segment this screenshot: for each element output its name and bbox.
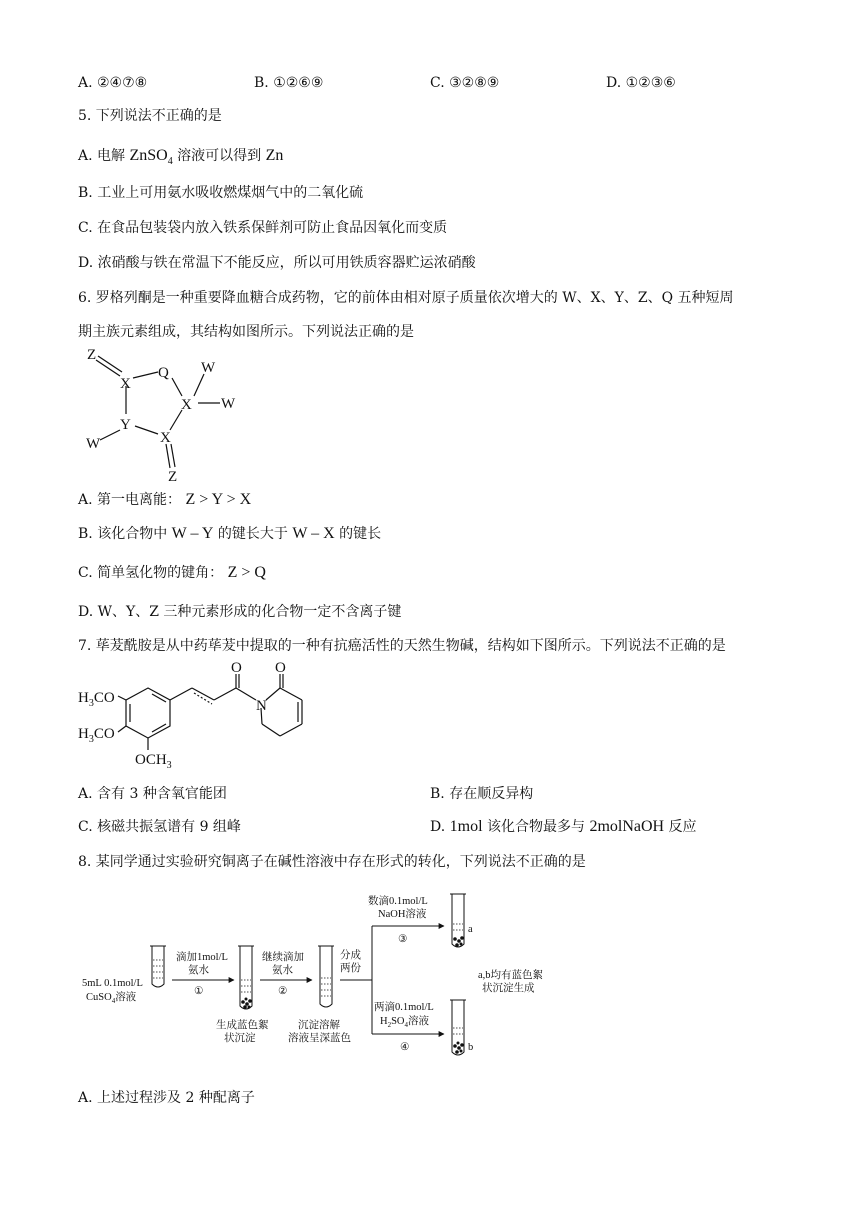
q5-stem: 5. 下列说法不正确的是 <box>78 108 222 124</box>
q6-c-prefix: C. 简单氢化物的键角： <box>78 565 224 581</box>
q7-option-a: A. 含有 3 种含氧官能团 <box>78 786 227 802</box>
q6-a-math: Z > Y > X <box>185 491 252 508</box>
q5-option-b: B. 工业上可用氨水吸收燃煤烟气中的二氧化硫 <box>78 185 364 201</box>
q8-start-formula-main: CuSO <box>86 992 112 1003</box>
q6-atom-q: Q <box>158 365 169 381</box>
q8-start-formula-end: 溶液 <box>115 992 137 1003</box>
q7-d-mid: 该化合物最多与 <box>486 819 585 835</box>
q8-observation1-line1: 生成蓝色絮 <box>216 1020 269 1031</box>
q6-b-math2: W – X <box>292 525 335 542</box>
q8-start-line1: 5mL 0.1mol/L <box>82 978 143 989</box>
q8-observation2-line2: 溶液呈深蓝色 <box>288 1033 351 1044</box>
q7-atom-n: N <box>256 698 267 714</box>
q8-stem: 8. 某同学通过实验研究铜离子在碱性溶液中存在形式的转化，下列说法不正确的是 <box>78 854 586 870</box>
q7-option-b: B. 存在顺反异构 <box>430 786 534 802</box>
q6-b-math1: W – Y <box>171 525 214 542</box>
q6-atom-x1: X <box>120 376 131 392</box>
q8-step4-formula-h: H <box>380 1016 388 1027</box>
q8-step3-number: ③ <box>398 934 408 945</box>
q8-step2-line2: 氨水 <box>272 965 293 976</box>
q8-result-line2: 状沉淀生成 <box>482 983 535 994</box>
q8-start-formula-sub: 4 <box>111 997 116 1005</box>
q8-step4-formula-so: SO <box>391 1016 405 1027</box>
q7-atom-o1: O <box>231 660 242 676</box>
q8-tube-b-label: b <box>468 1042 474 1053</box>
q6-atom-w2: W <box>221 396 236 412</box>
q8-step3-line2: NaOH溶液 <box>378 909 427 920</box>
q6-atom-y: Y <box>120 417 131 433</box>
q6-atom-z2: Z <box>168 469 178 484</box>
q7-stem: 7. 荜茇酰胺是从中药荜茇中提取的一种有抗癌活性的天然生物碱，结构如下图所示。下列说法不正确的是 <box>78 638 726 654</box>
q6-stem-line1: 6. 罗格列酮是一种重要降血糖合成药物，它的前体由相对原子质量依次增大的 W、X、Y、Z、Q 五种短周 <box>78 290 734 306</box>
q8-step3-line1: 数滴0.1mol/L <box>368 896 428 907</box>
q7-d-prefix: D. <box>430 819 450 835</box>
q8-step4-formula-sub2: 4 <box>404 1021 409 1029</box>
q8-tube-a-label: a <box>468 924 473 935</box>
q6-option-c <box>78 563 266 583</box>
q8-option-a: A. 上述过程涉及 2 种配离子 <box>78 1090 255 1106</box>
q8-step1-line1: 滴加1mol/L <box>176 952 228 963</box>
q5-option-a <box>78 146 283 172</box>
q8-step2-line1: 继续滴加 <box>262 952 304 963</box>
q8-split-line2: 两份 <box>340 963 361 974</box>
q7-d-math2: 2molNaOH <box>589 818 665 835</box>
q6-b-mid: 的键长大于 <box>217 526 288 542</box>
q7-d-end: 反应 <box>668 819 697 835</box>
q7-group-och3: $OCH_3$ <box>135 752 172 771</box>
q7-atom-o2: O <box>275 660 286 676</box>
q7-d-math1: 1mol <box>449 818 483 835</box>
q8-step4-line1: 两滴0.1mol/L <box>374 1002 434 1013</box>
q8-observation1-line2: 状沉淀 <box>224 1033 256 1044</box>
q6-structure <box>78 344 258 484</box>
q8-step4-line2 <box>380 1014 430 1029</box>
q6-option-a <box>78 490 251 510</box>
q8-experiment-diagram <box>78 888 578 1068</box>
q7-group-h3co-1: $H_3CO$ <box>78 690 115 709</box>
q7-group-h3co-2: $H_3CO$ <box>78 726 115 745</box>
q5-a-formula-main: ZnSO <box>129 147 168 164</box>
q8-step1-number: ① <box>194 986 204 997</box>
q8-observation2-line1: 沉淀溶解 <box>298 1020 340 1031</box>
q6-atom-w3: W <box>86 436 101 452</box>
q8-step1-line2: 氨水 <box>188 965 209 976</box>
q6-atom-x2: X <box>181 397 192 413</box>
q4-option-a: A. ②④⑦⑧ <box>78 75 148 91</box>
q6-option-b <box>78 524 381 544</box>
q6-a-prefix: A. 第一电离能： <box>78 492 182 508</box>
q8-step4-number: ④ <box>400 1042 410 1053</box>
q8-start-line2 <box>86 990 137 1005</box>
q4-option-c: C. ③②⑧⑨ <box>430 75 500 91</box>
q8-step4-formula-end: 溶液 <box>408 1016 430 1027</box>
q5-a-formula-sub: 4 <box>167 156 173 168</box>
q6-atom-w1: W <box>201 360 216 376</box>
q8-result-line1: a,b均有蓝色絮 <box>478 970 544 981</box>
q6-atom-x3: X <box>160 430 171 446</box>
q7-option-c: C. 核磁共振氢谱有 9 组峰 <box>78 819 241 835</box>
q8-step4-formula-sub1: 2 <box>387 1021 392 1029</box>
q6-stem-line2: 期主族元素组成，其结构如图所示。下列说法正确的是 <box>78 324 414 340</box>
q5-option-c: C. 在食品包装袋内放入铁系保鲜剂可防止食品因氧化而变质 <box>78 220 448 236</box>
q8-split-line1: 分成 <box>340 950 361 961</box>
q6-option-d: D. W、Y、Z 三种元素形成的化合物一定不含离子键 <box>78 604 402 620</box>
q6-b-end: 的键长 <box>339 526 382 542</box>
q4-option-b: B. ①②⑥⑨ <box>254 75 324 91</box>
q5-a-prefix: A. 电解 <box>78 148 126 164</box>
q5-a-mid: 溶液可以得到 <box>177 148 262 164</box>
q5-option-d: D. 浓硝酸与铁在常温下不能反应，所以可用铁质容器贮运浓硝酸 <box>78 255 476 271</box>
q5-a-end: Zn <box>265 147 284 164</box>
q7-structure <box>78 660 338 780</box>
q6-c-math: Z > Q <box>227 564 266 581</box>
q5-a-formula <box>129 147 173 168</box>
q6-b-prefix: B. 该化合物中 <box>78 526 168 542</box>
q8-step2-number: ② <box>278 986 288 997</box>
q6-atom-z1: Z <box>87 347 97 363</box>
q4-option-d: D. ①②③⑥ <box>606 75 676 91</box>
q7-option-d <box>430 817 697 837</box>
